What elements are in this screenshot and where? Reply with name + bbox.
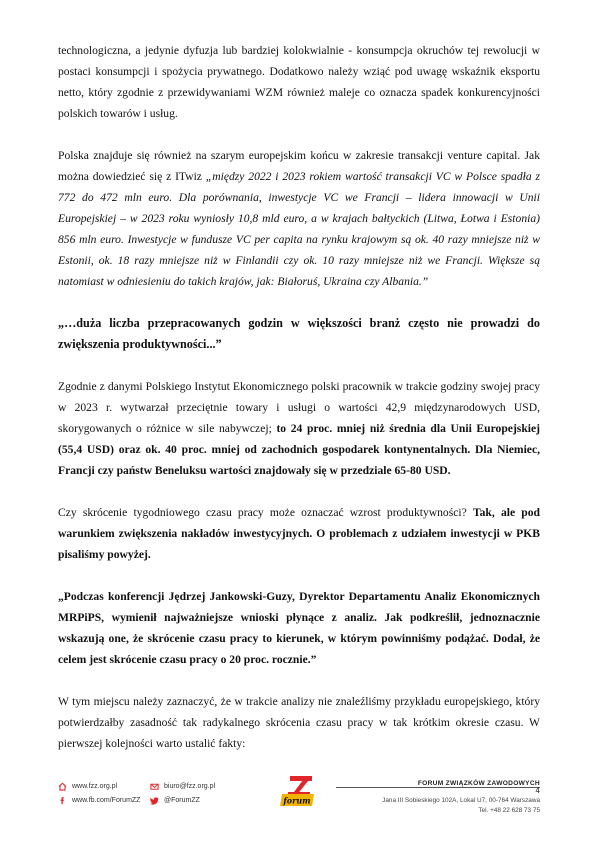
document-body <box>58 40 540 754</box>
paragraph-productivity <box>58 376 540 481</box>
footer-facebook[interactable] <box>58 796 140 805</box>
organization-phone: Tel. +48 22 628 73 75 <box>478 807 540 814</box>
section-heading-quote: „…duża liczba przepracowanych godzin w większości branż często nie prowadzi do zwiększenia produktywności...” <box>58 316 540 351</box>
paragraph-question-normal: Czy skrócenie tygodniowego czasu pracy może oznaczać wzrost produktywności? <box>58 506 473 519</box>
footer-twitter[interactable] <box>150 796 200 805</box>
paragraph-question <box>58 502 540 565</box>
paragraph-closing: W tym miejscu należy zaznaczyć, że w trakcie analizy nie znaleźliśmy przykładu europejskiego, który potwierdzałby zasadność tak radykalnego skrócenia czasu pracy w tak krótkim okresie czasu. W pierwszej kolejności warto ustalić fakty: <box>58 695 540 750</box>
footer-twitter-text: @ForumZZ <box>164 797 200 804</box>
paragraph-productivity-normal: Zgodnie z danymi Polskiego Instytut Ekonomicznego polski pracownik w trakcie godziny swojej pracy w 2023 r. wytwarzał przeciętnie towary i usługi o wartości 42,9 międzynarodowych USD, skorygowanych o różnice w sile nabywczej; <box>58 380 540 435</box>
paragraph-vc-intro: Polska znajduje się również na szarym europejskim końcu w zakresie transakcji venture capital. Jak można dowiedzieć się z ITwiz <box>58 149 540 183</box>
logo-text: forum <box>283 795 311 806</box>
page-number: 4 <box>535 786 540 795</box>
twitter-icon <box>150 796 159 805</box>
footer-website-text: www.fzz.org.pl <box>72 783 118 790</box>
paragraph-conference-quote: „Podczas konferencji Jędrzej Jankowski-Guzy, Dyrektor Departamentu Analiz Ekonomicznych MRPiPS, wymienił najważniejsze wnioski płynące z analiz. Jak podkreślił, jednoznacznie wskazują one, że skrócenie czasu pracy to kierunek, w którym powinniśmy podążać. Dodał, że celem jest skrócenie czasu pracy o 20 proc. rocznie.” <box>58 590 540 666</box>
fzz-logo <box>278 776 318 810</box>
organization-address: Jana III Sobieskiego 102A, Lokal U7, 00-764 Warszawa <box>382 797 540 804</box>
paragraph-question-bold: Tak, ale pod warunkiem zwiększenia nakładów inwestycyjnych. O problemach z udziałem inwestycji w PKB pisaliśmy powyżej. <box>58 506 540 561</box>
paragraph-venture-capital <box>58 145 540 292</box>
organization-name: FORUM ZWIĄZKÓW ZAWODOWYCH <box>417 780 540 787</box>
paragraph-productivity-bold: to 24 proc. mniej niż średnia dla Unii Europejskiej (55,4 USD) oraz ok. 40 proc. mniej od zachodnich gospodarek kontynentalnych. Dla Niemiec, Francji czy państw Beneluksu wartości znajdowały się w przedziale 65-80 USD. <box>58 422 540 477</box>
footer-website[interactable] <box>58 782 117 791</box>
footer-email-text: biuro@fzz.org.pl <box>164 783 216 790</box>
mail-icon <box>150 782 159 791</box>
footer-divider <box>336 787 540 788</box>
paragraph-vc-quote: „między 2022 i 2023 rokiem wartość transakcji VC w Polsce spadła z 772 do 472 mln euro. Dla porównania, inwestycje VC we Francji – lidera innowacji w Unii Europejskiej – w 2023 roku wyniosły 10,8 mld euro, a w krajach bałtyckich (Litwa, Łotwa i Estonia) 856 mln euro. Inwestycje w fundusze VC per capita na rynku krajowym są ok. 40 razy mniejsze niż w Estonii, ok. 18 razy mniejsze niż w Finlandii czy ok. 10 razy mniejsze niż we Francji. Większe są natomiast w odniesieniu do takich krajów, jak: Białoruś, Ukraina czy Albania.” <box>58 170 540 288</box>
page-footer <box>0 770 596 840</box>
home-icon <box>58 782 67 791</box>
facebook-icon <box>58 796 67 805</box>
footer-facebook-text: www.fb.com/ForumZZ <box>72 797 141 804</box>
footer-email[interactable] <box>150 782 215 791</box>
paragraph-1: technologiczna, a jedynie dyfuzja lub bardziej kolokwialnie - konsumpcja okruchów tej rewolucji w postaci konsumpcji i spożycia prywatnego. Dodatkowo należy wziąć pod uwagę wskaźnik eksportu netto, który zgodnie z przewidywaniami WZM również maleje co oznacza spadek konkurencyjności polskich towarów i usług. <box>58 44 540 120</box>
